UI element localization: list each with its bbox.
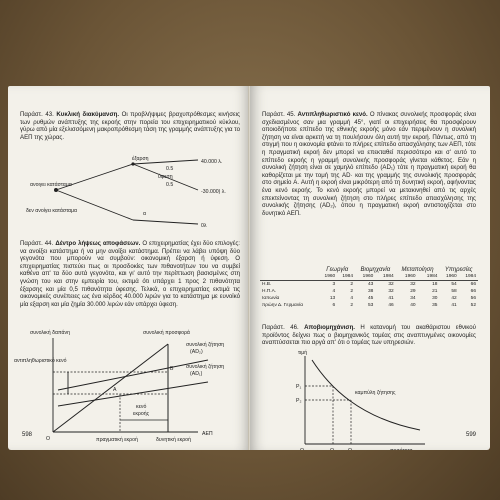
tree-payoff-zero: 0λ xyxy=(201,223,207,229)
table-cell: 2 xyxy=(350,303,353,308)
origin-label: O xyxy=(46,436,51,442)
page-number-right: 599 xyxy=(465,432,476,438)
table-cell: 58 xyxy=(451,289,457,294)
table-cell: 56 xyxy=(470,296,476,301)
right-page xyxy=(250,86,490,454)
table-group-0: Γεωργία xyxy=(326,266,349,273)
para44-text: Ο επιχειρηματίας έχει δύο επιλογές: να ανοίξει κατάστημα ή να μην ανοίξει κατάστημα. Πρέπει να λάβει υπόψη δύο γεγονότα που μπορούν να συμβούν: οικονομική έξαρση ή ύφεση. Ο επιχειρηματίας πιστεύει πως οι προσδοκίες των πιθανοτήτων του να συμβεί καθένα απ' τα δύο αυτά γεγονότα, και γι' αυτό την περίπτωση βασισμένες στη γνώση του και στην εμπειρία του, εκτιμά ότι υπάρχει 1 πρoς 2 πιθανότητα έξαρσης και μία 0,5 πιθανότητα ύφεσης. Τελικά, ο επιχειρηματίας εκτιμά τις οικονομικές συνέπειες ως ένα κέρδος 40.000 λιρών για το κατάστημα με ευνοϊκό μία εξαρση και μία ζημία 30.000 λιρών εάν υπάρχει ύφεση. xyxy=(20,240,240,308)
tree-chance-node xyxy=(131,162,134,165)
table-cell: 66 xyxy=(470,282,476,287)
point-B: B xyxy=(170,366,174,372)
p2-label: P₂ xyxy=(296,398,302,404)
point-A: A xyxy=(113,387,117,393)
table-cell: 18 xyxy=(432,282,438,287)
tree-good-label: ανοιγει κατάσταμα xyxy=(30,182,72,188)
paragraph-45 xyxy=(262,111,476,217)
gap-label-a: κενό xyxy=(136,404,147,410)
table-group-3: Υπηρεσίες xyxy=(444,266,473,273)
para44-label: Παράστ. 44. xyxy=(20,240,54,247)
y-axis-label: συνολική δαπάνη xyxy=(30,330,70,336)
tree-recession-label: ύφεση xyxy=(158,174,173,180)
curve-label: καμπύλη ζήτησης xyxy=(355,390,396,396)
table-cell: 3 xyxy=(332,282,336,287)
para43-heading: Κυκλική διακύμανση. xyxy=(56,111,120,118)
tree-prob-2: 0.5 xyxy=(166,182,174,188)
para44-heading: Δέντρο λήψεως αποφάσεων. xyxy=(55,240,141,247)
para43-text: Οι προβλήψιμες βραχυπρόθεσμες κινήσεις των ρυθμών ανάπτυξης της εκροής στην πορεία του επιχειρηματικού κύκλου, γύρω από μία εξελισσόμενη μακροπρόθεσμη τάση της γραμμής ανάπτυξης για το ΑΕΠ της χώρας. xyxy=(20,111,240,141)
year-cell: 1960 xyxy=(355,273,375,281)
q1-label: Q₁ xyxy=(330,448,336,454)
table-cell: 30 xyxy=(432,296,438,301)
table-row xyxy=(260,295,478,302)
row-label: Η.Π.Α. xyxy=(262,289,277,294)
table-row xyxy=(260,281,478,289)
tree-root-node xyxy=(54,188,58,192)
year-cell: 1984 xyxy=(375,273,395,281)
decision-tree xyxy=(8,152,250,232)
x-axis-label: ποσότητα xyxy=(390,448,413,454)
para46-label: Παράστ. 46. xyxy=(262,324,299,331)
table-cell: 35 xyxy=(432,303,438,308)
para45-text: Ο πίνακας συνολικής προσφοράς είναι σχεδιασμένος σαν μια γραμμή 45°, γιατί οι επιχειρήσεις θα προσφέρουν οποιοδήποτε επίπεδο της εθνικής εκροής μόνο εάν περιμένουν η συνολική ζήτηση να είναι αρκετή να τη πουλήσουν όλη αυτή την εκροή. Πάντως, από τη στιγμή που η οικονομία φτάνει το πλήρες επίπεδο απασχόλησης των ΑΕΠ, τότε η πραγματική εκροή δεν μπορεί να επεκταθεί περισσότερο και σ' αυτό το επίπεδο εκροής η γραμμή συνολικής προσφοράς γίνεται κάθετος. Εάν η συνολική ζήτηση είναι σε χαμηλό επίπεδο (AD₁) τότε η πραγματική εκροή θα καθορίζεται με την τομή της AD· και της γραμμής της συνολικής προσφοράς στο σημείο A. Αυτή η εκροή είναι μικρότερη από τη δυνητική εκροή, αφήνοντας ένα κενό εκροής. Το κενό εκροής μπορεί να μετακινηθεί από τις αρχές επεκτείνοντας τη συνολική ζήτηση στο πλήρες επίπεδο απασχόλησης της συνολικής ζήτησης (AD₂), όπου η πραγματική εκροή αντιστοιχίζεται στο δυνητικό ΑΕΠ. xyxy=(262,111,476,217)
sector-table xyxy=(260,266,478,309)
tree-payoff-high: 40.000 λ. xyxy=(201,159,223,165)
table-cell: 13 xyxy=(329,296,336,301)
table-cell: 2 xyxy=(350,289,353,294)
ad2-label-a: συνολική ζήτηση xyxy=(186,342,225,348)
table-cell: 52 xyxy=(470,303,476,308)
paragraph-44 xyxy=(20,240,240,308)
table-row xyxy=(260,288,478,295)
p1-label: P₁ xyxy=(296,384,302,390)
table-group-1: Βιομηχανία xyxy=(360,266,391,273)
tree-bad-label: δεν ανοίγει κατάσταμα xyxy=(26,208,78,214)
tree-prob-1: 0.5 xyxy=(166,166,174,172)
table-cell: 21 xyxy=(432,289,438,294)
table-cell: 53 xyxy=(368,303,374,308)
table-cell: 43 xyxy=(368,282,374,287)
branch-zero xyxy=(133,220,198,224)
table-cell: 41 xyxy=(451,303,457,308)
output-gap-chart xyxy=(8,324,250,450)
year-cell: 1960 xyxy=(439,273,458,281)
tree-alpha: α xyxy=(143,211,146,217)
y-axis-label: τιμή xyxy=(298,350,308,356)
para45-heading: Αντιπληθωριστικό κενό. xyxy=(297,111,368,118)
ad1-label-b: (AD₁) xyxy=(190,371,203,377)
table-cell: 2 xyxy=(350,282,353,287)
table-row xyxy=(260,302,478,309)
demand-curve-chart xyxy=(250,348,490,454)
inflation-gap-label: αντιπληθωριστικό κενό xyxy=(14,358,67,364)
potential-output-label: δυνητική εκροή xyxy=(156,437,191,443)
table-cell: 41 xyxy=(388,296,394,301)
para46-heading: Αποβιομηχάνιση. xyxy=(304,324,355,331)
table-cell: 46 xyxy=(388,303,394,308)
table-cell: 4 xyxy=(332,289,336,294)
table-cell: 54 xyxy=(451,282,457,287)
year-cell: 1984 xyxy=(418,273,440,281)
row-label: πρώην Δ. Γερμανία xyxy=(262,303,304,308)
page-number-left: 598 xyxy=(22,432,33,438)
tree-boom-label: έξαρση xyxy=(132,156,149,162)
table-cell: 66 xyxy=(470,289,476,294)
table-cell: 32 xyxy=(388,289,394,294)
table-cell: 32 xyxy=(410,282,416,287)
table-cell: 32 xyxy=(388,282,394,287)
left-page xyxy=(8,86,250,450)
table-cell: 40 xyxy=(410,303,416,308)
row-label: Η.Β. xyxy=(262,282,272,287)
table-cell: 45 xyxy=(368,296,374,301)
actual-output-label: πραγματική εκροή xyxy=(96,437,138,443)
table-group-2: Μεταποίηση xyxy=(401,266,434,273)
para46-text: Η κατανομή του ακαθάριστου εθνικού προϊόντος δείχνει πως ο βιομηχανικός τομέας στις αναπτυγμένες οικονομίες αναπτύσσεται πιο αργά απ' ότι ο τομέας των υπηρεσιών. xyxy=(262,324,476,347)
year-cell: 1960 xyxy=(319,273,337,281)
x-axis-label: ΑΕΠ xyxy=(202,431,213,437)
branch-notopen xyxy=(56,190,133,220)
para43-label: Παράστ. 43. xyxy=(20,111,54,118)
ad2-label-b: (AD₂) xyxy=(190,349,203,355)
para45-label: Παράστ. 45. xyxy=(262,111,296,118)
tree-payoff-low: -30.000) λ. xyxy=(201,189,226,195)
supply-label: συνολική προσφορά xyxy=(143,330,190,336)
table-cell: 4 xyxy=(350,296,353,301)
ad1-label-a: συνολική ζήτηση xyxy=(186,364,225,370)
q2-label: Q₂ xyxy=(348,448,355,454)
table-cell: 42 xyxy=(451,296,457,301)
table-cell: 29 xyxy=(410,289,416,294)
paragraph-46 xyxy=(262,324,476,347)
year-cell: 1984 xyxy=(459,273,478,281)
table-cell: 6 xyxy=(332,303,336,308)
year-cell: 1960 xyxy=(396,273,418,281)
table-cell: 38 xyxy=(368,289,374,294)
table-cell: 34 xyxy=(410,296,416,301)
gap-label-b: εκροής xyxy=(133,411,150,417)
origin-label: O xyxy=(300,448,305,454)
year-cell: 1984 xyxy=(337,273,355,281)
paragraph-43 xyxy=(20,111,240,141)
row-label: Ιαπωνία xyxy=(262,296,280,301)
